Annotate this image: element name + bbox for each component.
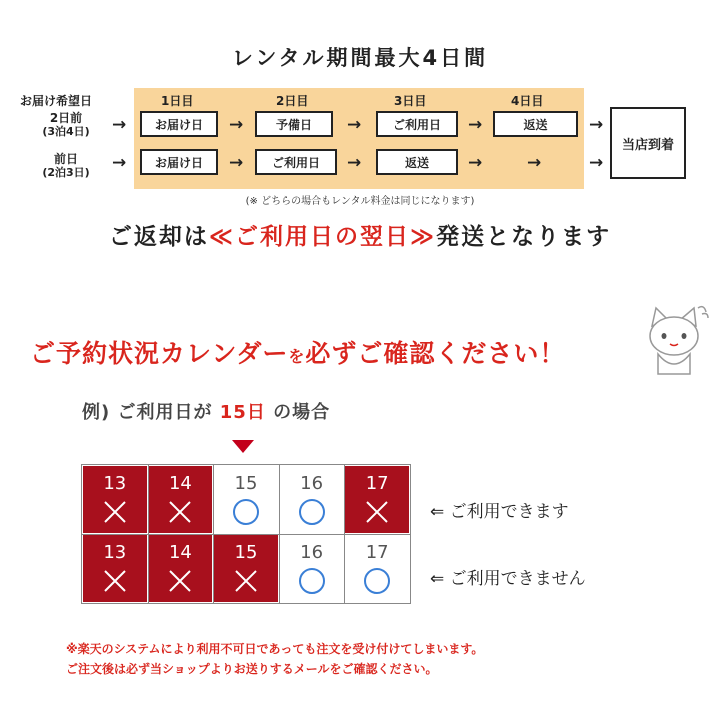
row2-label-sub: (2泊3日) xyxy=(42,166,90,179)
arrow-icon: → xyxy=(468,153,483,173)
example-pre: 例) ご利用日が xyxy=(82,402,213,423)
unavailable-label: ⇐ ご利用できません xyxy=(430,569,586,589)
cat-mascot-icon xyxy=(638,300,712,380)
row2-step-delivery: お届け日 xyxy=(140,149,218,175)
headline-pre: ご返却は xyxy=(108,224,209,250)
calendar-cell xyxy=(345,466,409,533)
row1-step-delivery: お届け日 xyxy=(140,111,218,137)
row2-step-use: ご利用日 xyxy=(255,149,337,175)
row2-label-main: 前日 xyxy=(53,152,78,166)
calendar-day-number: 16 xyxy=(300,473,324,494)
example-caption xyxy=(82,398,330,424)
day-1-header: 1日目 xyxy=(161,94,194,108)
calendar-check-prompt xyxy=(30,334,565,370)
row2-step-return: 返送 xyxy=(376,149,458,175)
calendar-cell xyxy=(83,535,147,602)
arrow-icon: → xyxy=(229,153,244,173)
arrow-icon: → xyxy=(468,115,483,135)
arrow-icon: → xyxy=(347,115,362,135)
calendar-day-number: 14 xyxy=(168,542,192,563)
example-day: 15日 xyxy=(219,402,266,423)
day-3-header: 3日目 xyxy=(394,94,427,108)
cross-icon xyxy=(232,567,260,595)
warning-line-2: ご注文後は必ず当ショップよりお送りするメールをご確認ください。 xyxy=(66,662,438,676)
day-4-header: 4日目 xyxy=(511,94,544,108)
example-post: の場合 xyxy=(273,402,331,423)
row1-label xyxy=(28,112,104,138)
return-headline xyxy=(0,218,720,251)
prompt-part2: 必ずご確認ください！ xyxy=(305,339,566,368)
headline-highlight: ≪ご利用日の翌日≫ xyxy=(208,224,437,250)
circle-icon xyxy=(298,567,326,595)
row1-label-main: 2日前 xyxy=(49,111,83,125)
shop-arrival-box: 当店到着 xyxy=(610,107,686,179)
calendar-cell xyxy=(214,535,278,602)
calendar-day-number: 15 xyxy=(234,473,258,494)
cross-icon xyxy=(101,498,129,526)
calendar-cell xyxy=(345,535,409,602)
calendar-day-number: 13 xyxy=(103,542,127,563)
calendar-day-number: 17 xyxy=(365,542,389,563)
circle-icon xyxy=(363,567,391,595)
arrow-icon: → xyxy=(527,153,542,173)
arrow-icon: → xyxy=(589,153,604,173)
delivery-date-header: お届け希望日 xyxy=(20,94,93,108)
day-2-header: 2日目 xyxy=(276,94,309,108)
availability-calendar xyxy=(81,464,411,604)
calendar-day-number: 15 xyxy=(234,542,258,563)
down-triangle-icon xyxy=(232,440,254,453)
headline-post: 発送となります xyxy=(436,224,612,250)
arrow-icon: → xyxy=(112,115,127,135)
calendar-cell xyxy=(214,466,278,533)
circle-icon xyxy=(298,498,326,526)
circle-icon xyxy=(232,498,260,526)
calendar-day-number: 17 xyxy=(365,473,389,494)
warning-line-1: ※楽天のシステムにより利用不可日であっても注文を受け付けてしまいます。 xyxy=(66,642,484,656)
price-note: (※ どちらの場合もレンタル料金は同じになります) xyxy=(245,196,475,207)
arrow-icon: → xyxy=(112,153,127,173)
calendar-day-number: 14 xyxy=(168,473,192,494)
cross-icon xyxy=(166,498,194,526)
calendar-cell xyxy=(280,535,344,602)
calendar-day-number: 13 xyxy=(103,473,127,494)
arrow-icon: → xyxy=(589,115,604,135)
grid-divider xyxy=(82,534,410,535)
prompt-part1: ご予約状況カレンダー xyxy=(30,339,289,368)
cross-icon xyxy=(363,498,391,526)
cross-icon xyxy=(166,567,194,595)
calendar-day-number: 16 xyxy=(300,542,324,563)
prompt-particle: を xyxy=(288,347,306,366)
cross-icon xyxy=(101,567,129,595)
available-label: ⇐ ご利用できます xyxy=(430,502,569,522)
calendar-cell xyxy=(83,466,147,533)
calendar-cell xyxy=(149,535,213,602)
calendar-cell xyxy=(280,466,344,533)
row1-step-return: 返送 xyxy=(493,111,578,137)
calendar-cell xyxy=(149,466,213,533)
rental-period-title: レンタル期間最大4日間 xyxy=(231,46,489,70)
arrow-icon: → xyxy=(347,153,362,173)
row2-label xyxy=(28,153,104,179)
arrow-icon: → xyxy=(229,115,244,135)
row1-label-sub: (3泊4日) xyxy=(42,125,90,138)
row1-step-reserve: 予備日 xyxy=(255,111,333,137)
row1-step-use: ご利用日 xyxy=(376,111,458,137)
